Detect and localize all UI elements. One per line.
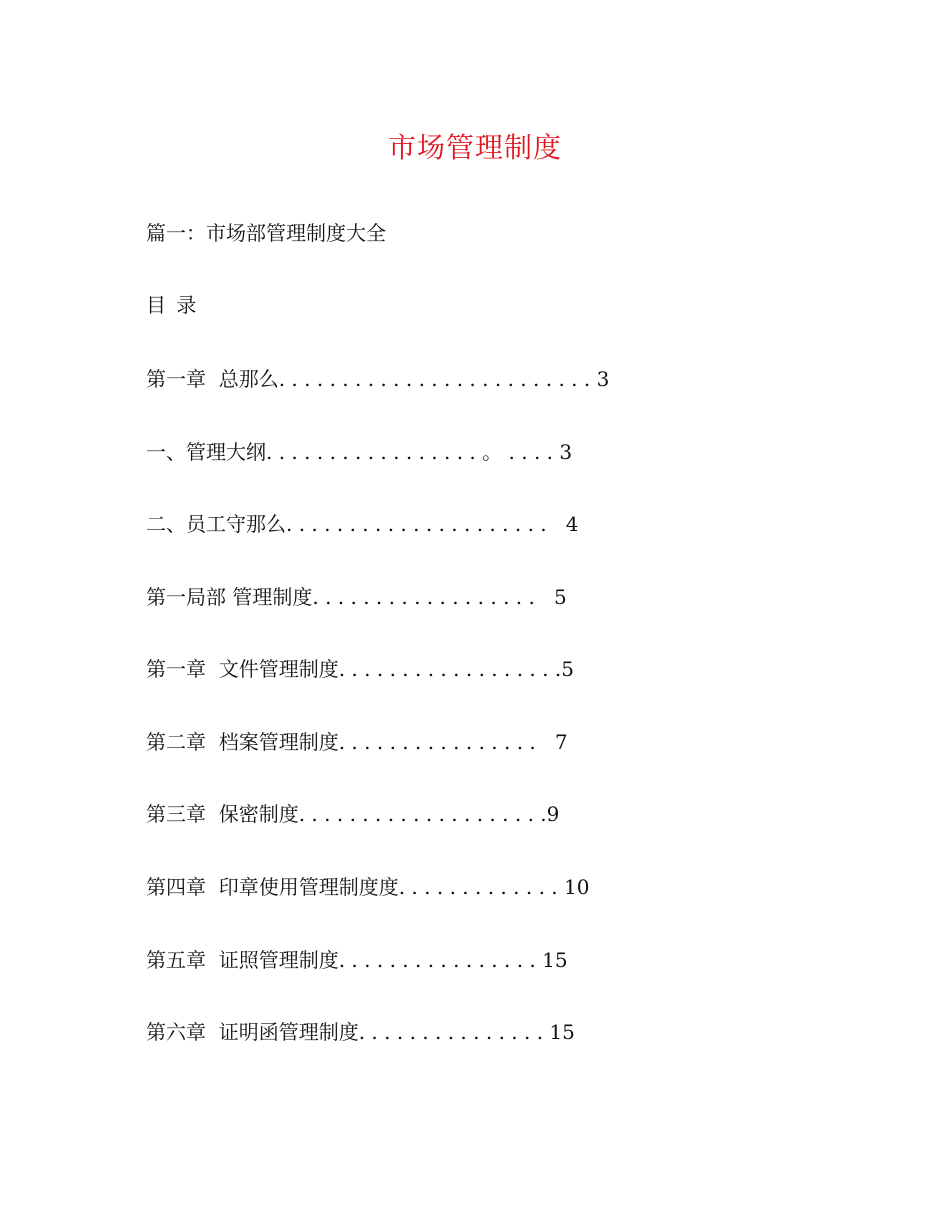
toc-entry: 一、管理大纲. . . . . . . . . . . . . . . . . 。 . . . . 3: [146, 440, 573, 464]
toc-entry: 第四章 印章使用管理制度度. . . . . . . . . . . . . 10: [146, 875, 590, 899]
document-title: 市场管理制度: [387, 131, 562, 164]
toc-entry: 第一章 总那么. . . . . . . . . . . . . . . . . . . . . . . . . 3: [146, 367, 610, 391]
toc-entry: 第三章 保密制度. . . . . . . . . . . . . . . . . . . .9: [146, 802, 560, 826]
toc-entry: 二、员工守那么. . . . . . . . . . . . . . . . . . . . . 4: [146, 512, 579, 536]
toc-entry: 第一章 文件管理制度. . . . . . . . . . . . . . . . . .5: [146, 657, 574, 681]
toc-entry: 第六章 证明函管理制度. . . . . . . . . . . . . . . 15: [146, 1020, 575, 1044]
section-heading: 篇一：市场部管理制度大全: [146, 221, 386, 245]
toc-entry: 第一局部 管理制度. . . . . . . . . . . . . . . . . . 5: [146, 585, 567, 609]
toc-entry: 第五章 证照管理制度. . . . . . . . . . . . . . . . 15: [146, 948, 568, 972]
toc-heading: 目 录: [146, 293, 197, 317]
toc-entry: 第二章 档案管理制度. . . . . . . . . . . . . . . . 7: [146, 730, 568, 754]
